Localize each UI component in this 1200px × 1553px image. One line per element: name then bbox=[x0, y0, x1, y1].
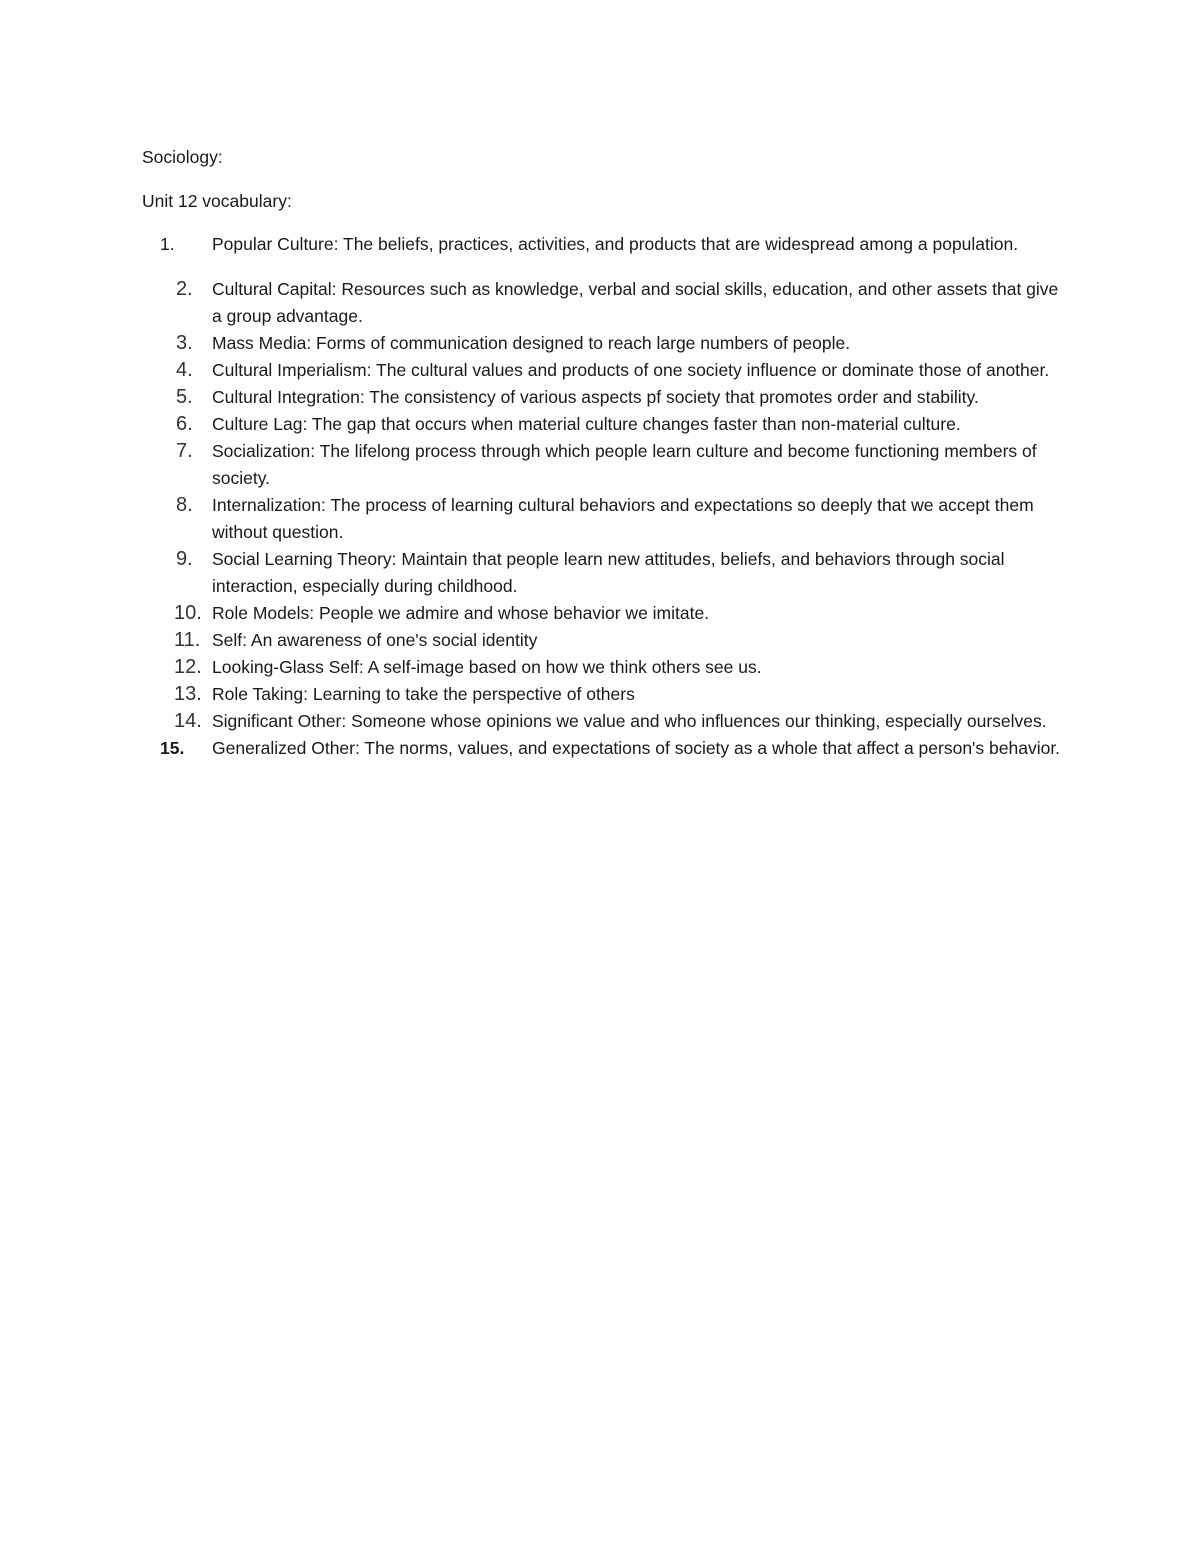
list-item bbox=[0, 330, 1200, 357]
item-number: 13. bbox=[174, 683, 202, 705]
item-number: 8. bbox=[176, 494, 193, 516]
list-item bbox=[0, 438, 1200, 492]
item-text: Looking-Glass Self: A self-image based on how we think others see us. bbox=[212, 657, 762, 677]
list-item bbox=[0, 411, 1200, 438]
item-text: Generalized Other: The norms, values, and expectations of society as a whole that affect a person's behavior. bbox=[212, 738, 1061, 758]
item-number: 14. bbox=[174, 710, 202, 732]
list-item bbox=[0, 492, 1200, 546]
item-number: 3. bbox=[176, 332, 193, 354]
item-text: Mass Media: Forms of communication designed to reach large numbers of people. bbox=[212, 333, 851, 353]
list-item bbox=[0, 384, 1200, 411]
list-item bbox=[0, 735, 1200, 762]
item-number: 9. bbox=[176, 548, 193, 570]
item-number: 15. bbox=[160, 738, 185, 758]
item-number: 5. bbox=[176, 386, 193, 408]
list-item bbox=[0, 546, 1200, 600]
item-number: 2. bbox=[176, 278, 193, 300]
item-number: 4. bbox=[176, 359, 193, 381]
item-number: 10. bbox=[174, 602, 202, 624]
document-title: Sociology: bbox=[142, 147, 223, 167]
item-text: Self: An awareness of one's social identity bbox=[212, 630, 538, 650]
item-text: Cultural Capital: Resources such as knowledge, verbal and social skills, education, and other assets that give a group advantage. bbox=[212, 279, 1059, 326]
item-text: Role Taking: Learning to take the perspective of others bbox=[212, 684, 635, 704]
item-text: Socialization: The lifelong process through which people learn culture and become functioning members of society. bbox=[212, 441, 1037, 488]
item-number: 7. bbox=[176, 440, 193, 462]
list-item bbox=[0, 627, 1200, 654]
item-text: Role Models: People we admire and whose behavior we imitate. bbox=[212, 603, 710, 623]
list-item bbox=[0, 357, 1200, 384]
vocabulary-list bbox=[0, 231, 1200, 762]
document-subtitle: Unit 12 vocabulary: bbox=[142, 191, 292, 211]
list-item bbox=[0, 654, 1200, 681]
item-text: Culture Lag: The gap that occurs when material culture changes faster than non-material culture. bbox=[212, 414, 961, 434]
list-item bbox=[0, 600, 1200, 627]
item-text: Significant Other: Someone whose opinions we value and who influences our thinking, especially ourselves. bbox=[212, 711, 1047, 731]
list-item bbox=[0, 276, 1200, 330]
item-number: 12. bbox=[174, 656, 202, 678]
item-number: 1. bbox=[160, 234, 175, 254]
item-text: Social Learning Theory: Maintain that people learn new attitudes, beliefs, and behaviors through social interaction, especially during childhood. bbox=[212, 549, 1005, 596]
item-text: Cultural Imperialism: The cultural values and products of one society influence or dominate those of another. bbox=[212, 360, 1050, 380]
item-text: Cultural Integration: The consistency of various aspects pf society that promotes order and stability. bbox=[212, 387, 979, 407]
list-item bbox=[0, 708, 1200, 735]
item-text: Internalization: The process of learning cultural behaviors and expectations so deeply that we accept them without question. bbox=[212, 495, 1034, 542]
item-text: Popular Culture: The beliefs, practices, activities, and products that are widespread among a population. bbox=[212, 234, 1019, 254]
list-item bbox=[0, 231, 1200, 258]
list-item bbox=[0, 681, 1200, 708]
item-number: 6. bbox=[176, 413, 193, 435]
item-number: 11. bbox=[174, 629, 201, 651]
